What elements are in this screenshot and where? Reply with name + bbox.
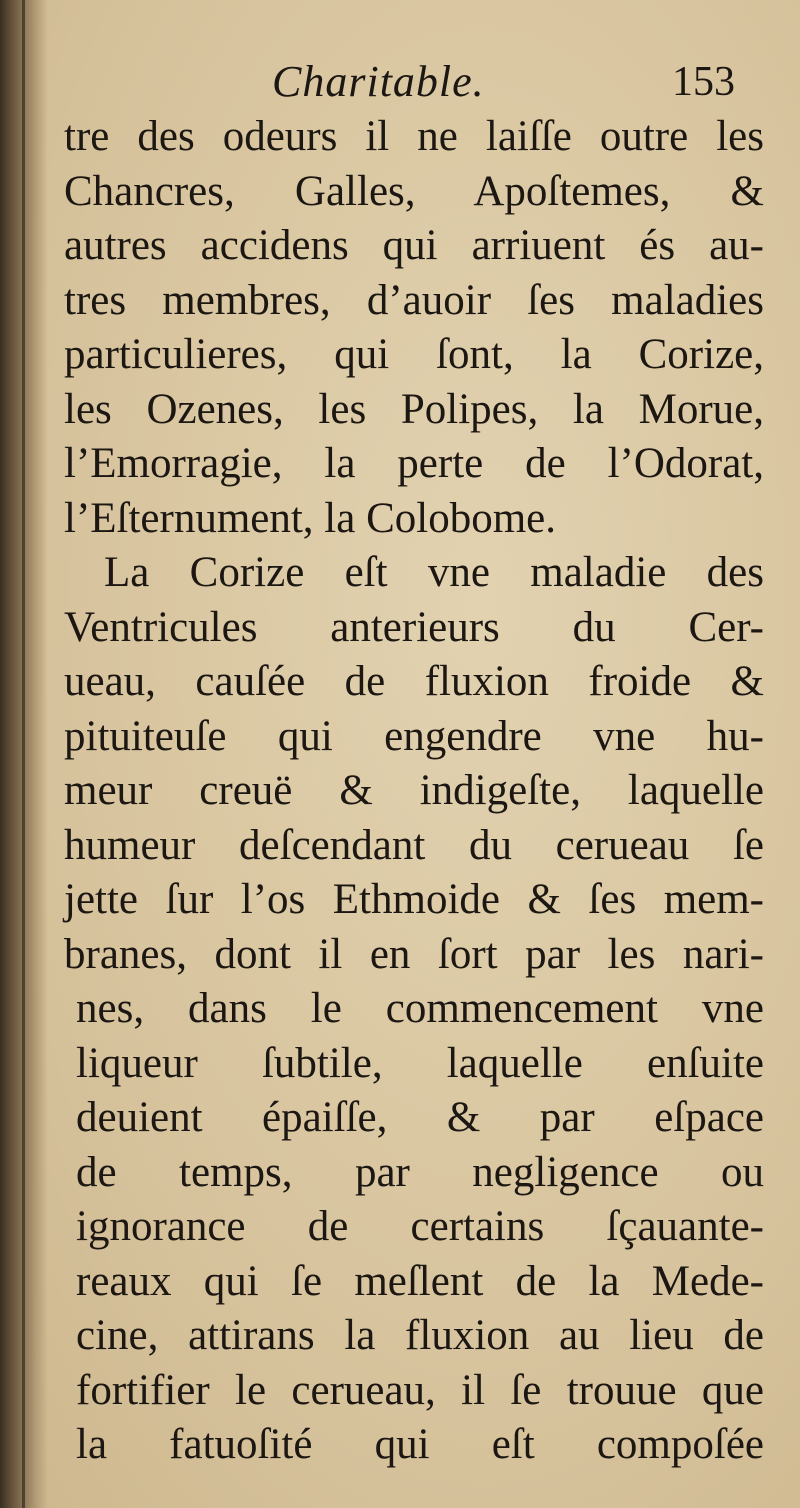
text-line: les Ozenes, les Polipes, la Morue,: [64, 385, 764, 433]
text-line: tres membres, d’auoir ſes maladies: [64, 276, 764, 324]
text-line: liqueur ſubtile, laquelle enſuite: [76, 1039, 764, 1087]
text-line: Ventricules anterieurs du Cer-: [64, 603, 764, 651]
text-line: autres accidens qui arriuent és au-: [64, 222, 764, 269]
text-line: ueau, cauſée de fluxion froide &: [64, 658, 764, 705]
binding-edge: [22, 0, 25, 1508]
text-line: meur creuë & indigeſte, laquelle: [64, 767, 764, 814]
text-line: la fatuoſité qui eſt compoſée: [76, 1421, 764, 1468]
text-line: pituiteuſe qui engendre vne hu-: [64, 712, 764, 760]
text-line: particulieres, qui ſont, la Corize,: [64, 331, 764, 378]
text-line: l’Eſternument, la Colobome.: [64, 494, 557, 542]
text-line: tre des odeurs il ne laiſſe outre les: [64, 113, 764, 160]
text-line: nes, dans le commencement vne: [76, 985, 764, 1032]
text-line: humeur deſcendant du cerueau ſe: [64, 821, 764, 869]
text-line: reaux qui ſe meſlent de la Mede-: [76, 1257, 764, 1305]
text-line: branes, dont il en ſort par les nari-: [64, 930, 764, 978]
text-line: fortifier le cerueau, il ſe trouue que: [76, 1366, 764, 1414]
body-text: [64, 110, 764, 1473]
page-header: [0, 56, 800, 106]
text-line: Chancres, Galles, Apoſtemes, &: [64, 167, 764, 215]
text-line: deuient épaiſſe, & par eſpace: [76, 1094, 764, 1141]
text-line: jette ſur l’os Ethmoide & ſes mem-: [64, 876, 764, 923]
text-line: l’Emorragie, la perte de l’Odorat,: [64, 440, 764, 487]
text-line: de temps, par negligence ou: [76, 1148, 764, 1196]
running-title: Charitable.: [272, 57, 485, 106]
text-line: ignorance de certains ſçauante-: [76, 1203, 764, 1250]
text-line: La Corize eſt vne maladie des: [104, 549, 764, 596]
page-number: 153: [672, 59, 735, 105]
text-line: cine, attirans la fluxion au lieu de: [76, 1312, 764, 1359]
